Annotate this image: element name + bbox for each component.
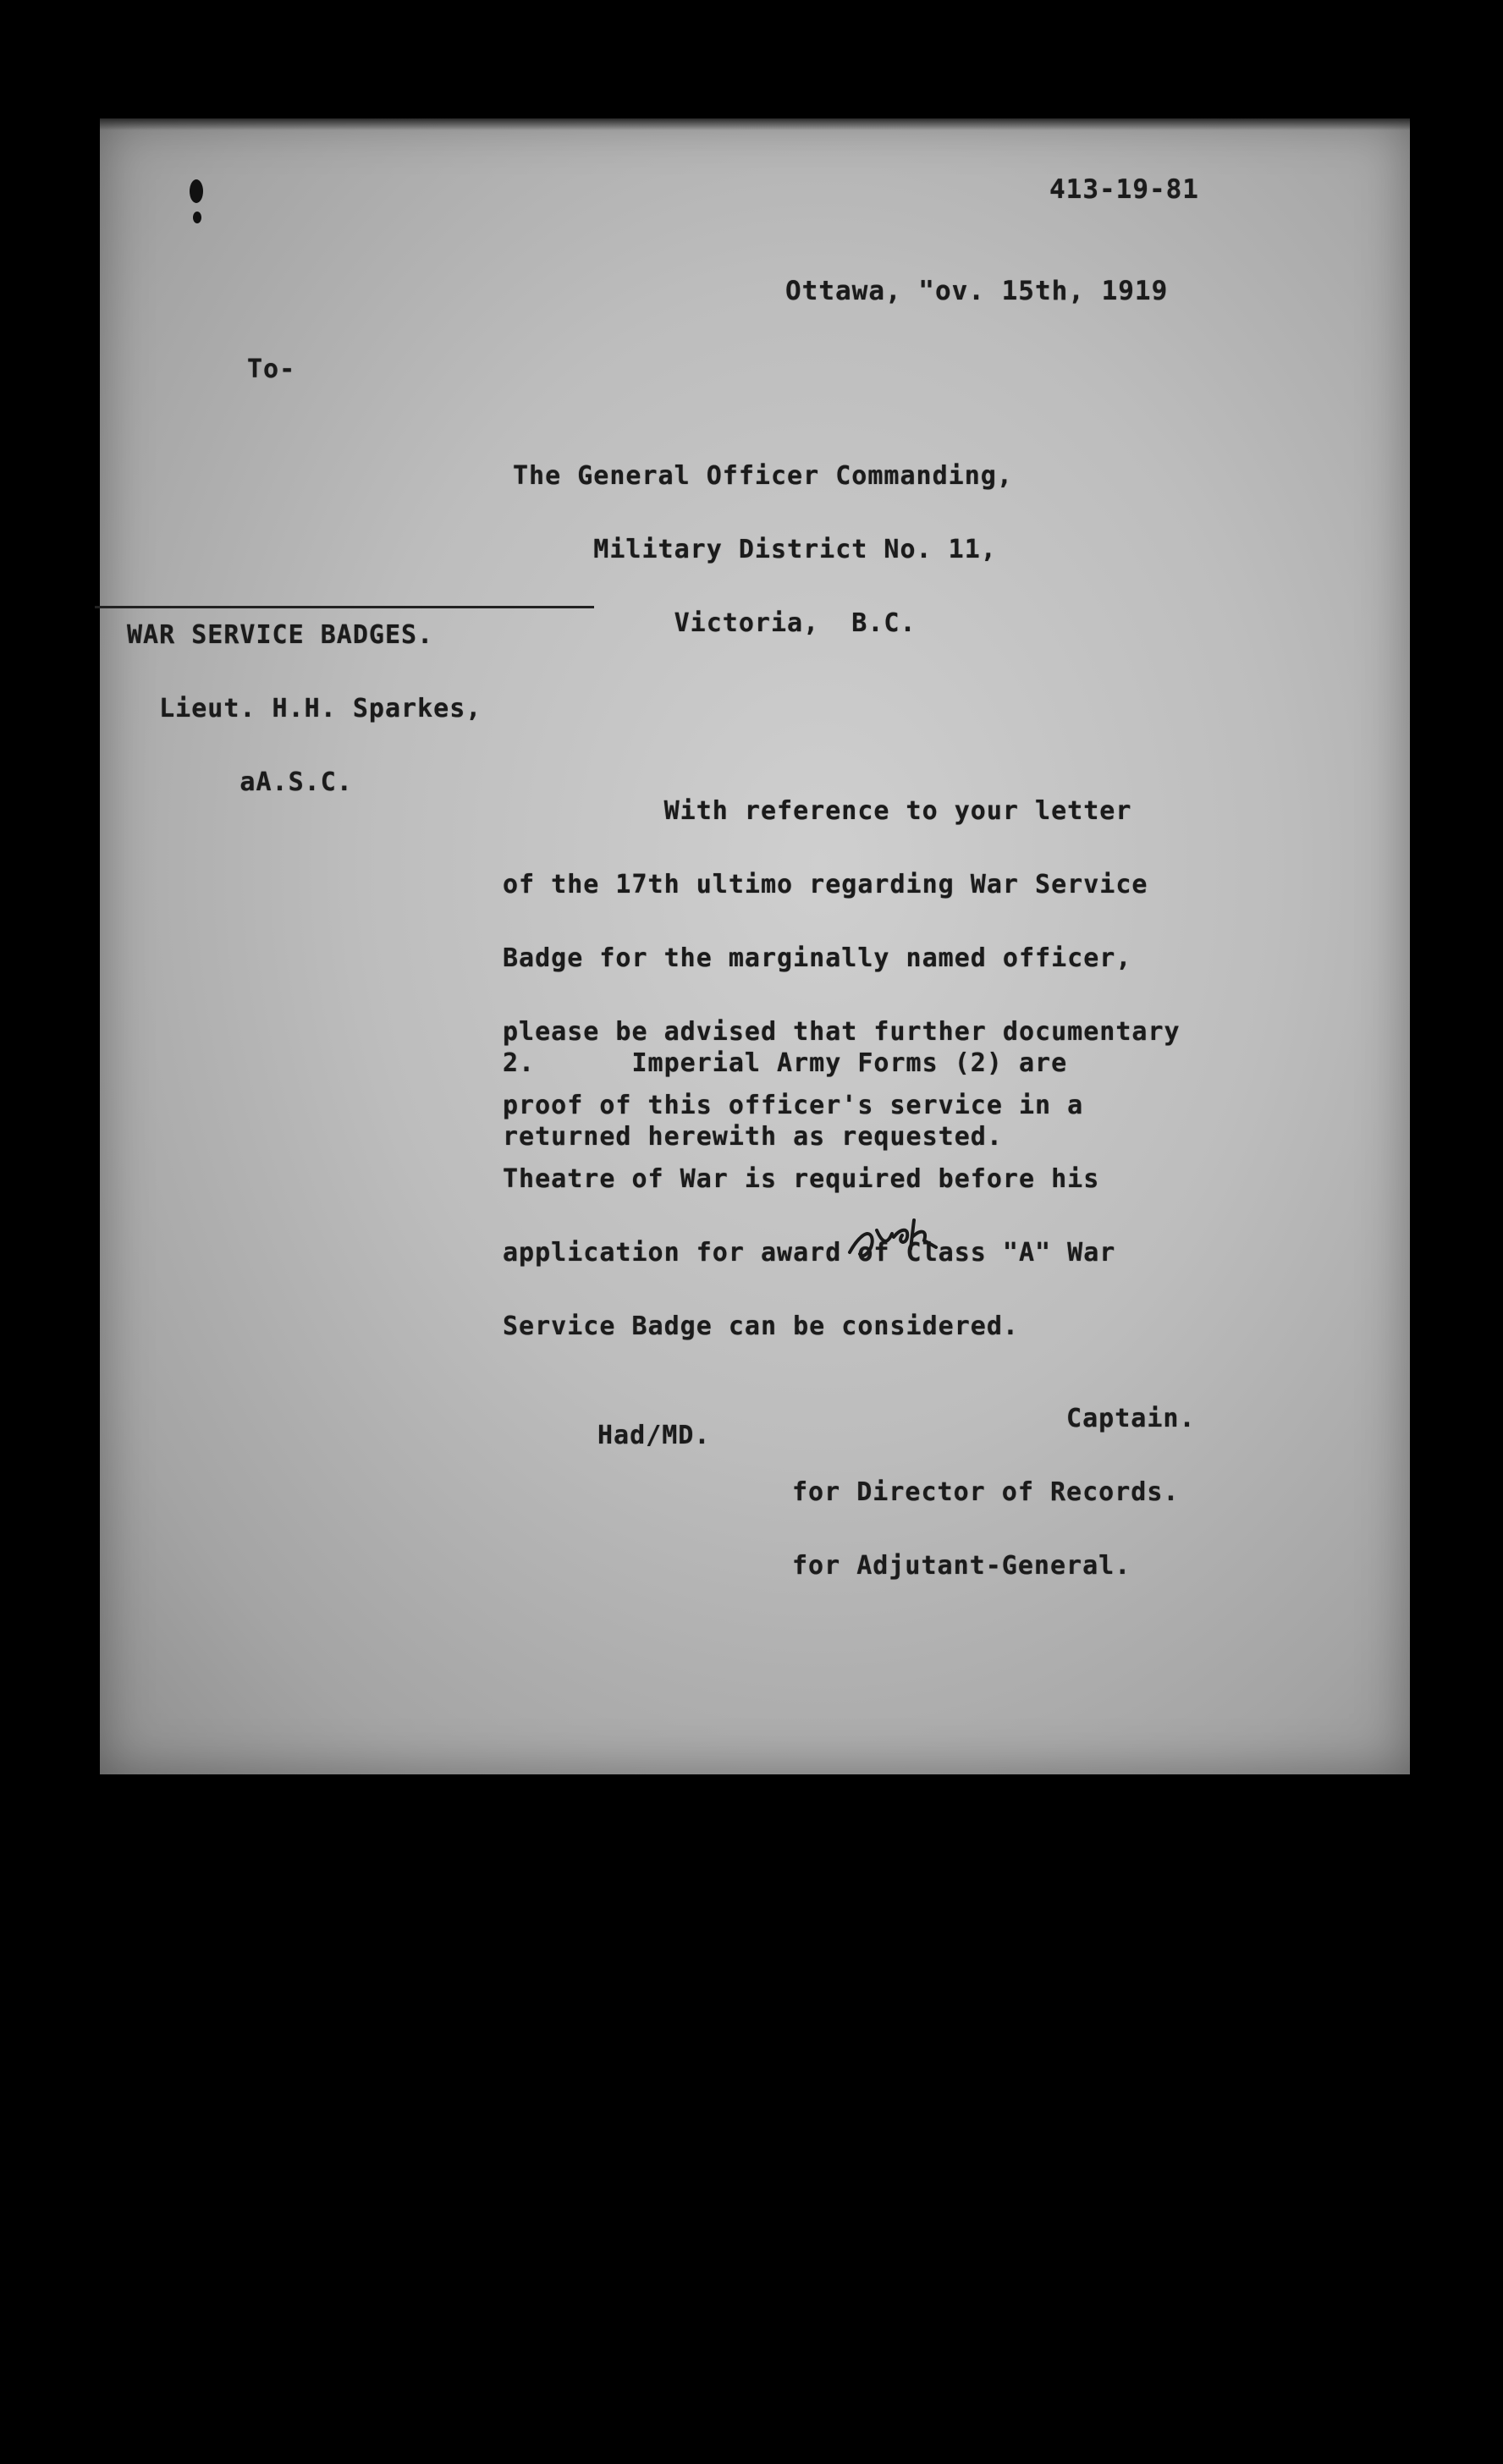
handwritten-signature bbox=[843, 1212, 970, 1271]
body-line: proof of this officer's service in a bbox=[503, 1091, 1084, 1120]
body-line: Service Badge can be considered. bbox=[503, 1312, 1019, 1341]
body-line: please be advised that further documentary bbox=[503, 1017, 1181, 1047]
reference-initials: Had/MD. bbox=[597, 1421, 711, 1450]
body-line: Theatre of War is required before his bbox=[503, 1164, 1100, 1194]
date-line: Ottawa, "ov. 15th, 1919 bbox=[785, 276, 1169, 306]
body-line: application for award of Class "A" War bbox=[503, 1238, 1116, 1268]
addressee-line: The General Officer Commanding, bbox=[513, 461, 1013, 491]
subject-heading: WAR SERVICE BADGES. bbox=[127, 620, 434, 650]
ink-blot-mark bbox=[193, 212, 201, 223]
addressee-block bbox=[513, 415, 1013, 685]
body-line: With reference to your letter bbox=[503, 796, 1132, 826]
signature-line: for Director of Records. bbox=[792, 1477, 1180, 1507]
to-label: To- bbox=[247, 355, 296, 384]
page-top-shadow bbox=[100, 118, 1410, 130]
body-line: returned herewith as requested. bbox=[503, 1122, 1003, 1152]
ink-blot-mark bbox=[190, 179, 203, 203]
signature-title: Captain. bbox=[792, 1404, 1196, 1433]
file-number: 413-19-81 bbox=[1049, 174, 1199, 205]
body-line: Badge for the marginally named officer, bbox=[503, 943, 1132, 973]
signature-block bbox=[792, 1357, 1196, 1627]
subject-block bbox=[127, 574, 482, 844]
body-line: 2. Imperial Army Forms (2) are bbox=[503, 1048, 1068, 1078]
addressee-line: Military District No. 11, bbox=[513, 535, 997, 564]
signature-line: for Adjutant-General. bbox=[792, 1551, 1131, 1581]
body-line: of the 17th ultimo regarding War Service bbox=[503, 870, 1148, 899]
subject-line: aA.S.C. bbox=[127, 767, 353, 797]
second-paragraph bbox=[503, 1002, 1067, 1198]
subject-underline bbox=[95, 606, 594, 608]
subject-line: Lieut. H.H. Sparkes, bbox=[127, 694, 482, 723]
addressee-line: Victoria, B.C. bbox=[513, 608, 917, 638]
